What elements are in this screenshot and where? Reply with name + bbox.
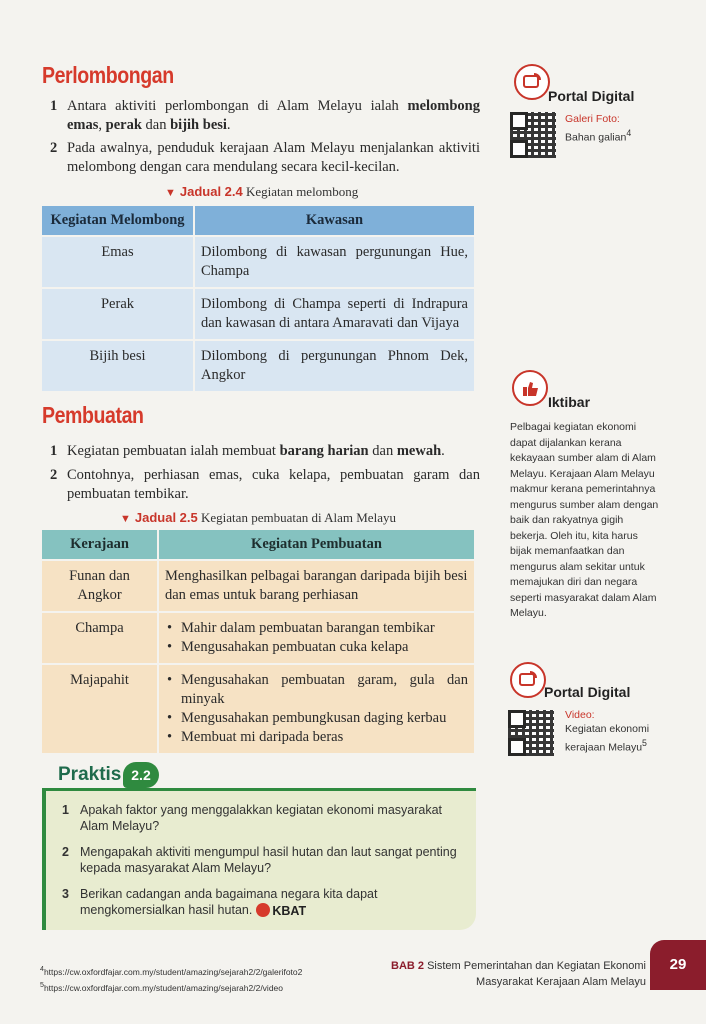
list-item: • Membuat mi daripada beras bbox=[165, 728, 468, 747]
section-heading-pembuatan: Pembuatan bbox=[42, 402, 144, 428]
praktis-badge: 2.2 bbox=[123, 762, 159, 788]
portal-digital-title: Portal Digital bbox=[544, 684, 631, 700]
table-header: Kegiatan Melombong bbox=[42, 206, 194, 236]
footnote[interactable]: $^4$https://cw.oxfordfajar.com.my/student/amazing/sejarah2/2/galerifoto2 bbox=[40, 965, 303, 977]
table-row: Emas Dilombong di kawasan pergunungan Hue, Champa bbox=[42, 236, 475, 288]
portal-digital-desc: Galeri Foto: Bahan galian$^4$ bbox=[565, 113, 632, 144]
triangle-down-icon: ▼ bbox=[120, 513, 131, 525]
point-number: 1 bbox=[50, 98, 58, 114]
portal-digital-icon bbox=[514, 64, 550, 100]
chapter-label: BAB 2 Sistem Pemerintahan dan Kegiatan Ekonomi Masyarakat Kerajaan Alam Melayu bbox=[391, 960, 646, 988]
table-row: Champa • Mahir dalam pembuatan barangan tembikar • Mengusahakan pembuatan cuka kelapa bbox=[42, 612, 475, 664]
footnote[interactable]: $^5$https://cw.oxfordfajar.com.my/student/amazing/sejarah2/2/video bbox=[40, 980, 284, 993]
thumbs-up-icon bbox=[512, 370, 548, 406]
iktibar-title: Iktibar bbox=[548, 394, 591, 410]
table-row: Bijih besi Dilombong di pergunungan Phnom Dek, Angkor bbox=[42, 340, 475, 391]
list-item: • Mahir dalam pembuatan barangan tembikar bbox=[165, 619, 468, 638]
portal-digital-desc: Video: Kegiatan ekonomi kerajaan Melayu$^5$ bbox=[565, 709, 650, 754]
point-text: Pada awalnya, penduduk kerajaan Alam Melayu menjalankan aktiviti melombong dengan cara mendulang secara kecil-kecilan. bbox=[67, 140, 480, 175]
iktibar-text: Pelbagai kegiatan ekonomi dapat dijalankan kerana kekayaan sumber alam di Alam Melayu. Kerajaan Alam Melayu makmur kerana pemerintahnya mengurus sumber alam dengan baik dan rakyatnya gigih bekerja. Oleh itu, kita harus bijak memanfaatkan dan mengurus alam sekitar untuk memajukan diri dan negara seperti masyarakat dalam Alam Melayu. bbox=[510, 421, 659, 619]
list-item: • Mengusahakan pembuatan garam, gula dan minyak bbox=[165, 671, 468, 709]
kbat-icon bbox=[256, 903, 270, 917]
table-row: Majapahit • Mengusahakan pembuatan garam, gula dan minyak • Mengusahakan pembungkusan daging kerbau • Membuat mi daripada beras bbox=[42, 664, 475, 753]
table-header: Kawasan bbox=[194, 206, 475, 236]
question-item: 3 Berikan cadangan anda bagaimana negara kita dapat mengkomersialkan hasil hutan. KBAT bbox=[62, 887, 378, 918]
point-text: Kegiatan pembuatan ialah membuat barang harian dan mewah. bbox=[67, 443, 445, 459]
table-caption: ▼ Jadual 2.4 Kegiatan melombong bbox=[165, 184, 359, 199]
qr-code[interactable] bbox=[510, 112, 556, 158]
qr-code[interactable] bbox=[508, 710, 554, 756]
point-number: 1 bbox=[50, 443, 58, 459]
triangle-down-icon: ▼ bbox=[165, 187, 176, 199]
praktis-title: Praktis bbox=[58, 764, 122, 785]
table-row: Funan dan Angkor Menghasilkan pelbagai barangan daripada bijih besi dan emas untuk barang perhiasan bbox=[42, 560, 475, 612]
section-heading-perlombongan: Perlombongan bbox=[42, 62, 174, 88]
point-text: Contohnya, perhiasan emas, cuka kelapa, pembuatan garam dan pembuatan tembikar. bbox=[67, 467, 480, 502]
question-item: 1 Apakah faktor yang menggalakkan kegiatan ekonomi masyarakat Alam Melayu? bbox=[62, 803, 443, 833]
paragraph-point bbox=[50, 466, 480, 504]
question-item: 2 Mengapakah aktiviti mengumpul hasil hutan dan laut sangat penting kepada masyarakat Alam Melayu? bbox=[62, 845, 457, 875]
portal-digital-title: Portal Digital bbox=[548, 88, 635, 104]
point-text: Antara aktiviti perlombongan di Alam Melayu ialah melombong emas, perak dan bijih besi. bbox=[67, 98, 480, 133]
paragraph-point bbox=[50, 139, 480, 177]
paragraph-point bbox=[50, 97, 480, 135]
list-item: • Mengusahakan pembungkusan daging kerbau bbox=[165, 709, 468, 728]
paragraph-point bbox=[50, 442, 480, 461]
footnotes bbox=[40, 963, 302, 995]
kbat-badge: KBAT bbox=[256, 903, 306, 919]
table-header: Kerajaan bbox=[42, 530, 158, 560]
table-header: Kegiatan Pembuatan bbox=[158, 530, 475, 560]
page-number: 29 bbox=[650, 940, 706, 990]
point-number: 2 bbox=[50, 467, 58, 483]
table-caption: ▼ Jadual 2.5 Kegiatan pembuatan di Alam Melayu bbox=[120, 510, 396, 525]
list-item: • Mengusahakan pembuatan cuka kelapa bbox=[165, 638, 468, 657]
table-kegiatan-pembuatan bbox=[42, 530, 476, 753]
point-number: 2 bbox=[50, 140, 58, 156]
table-kegiatan-melombong bbox=[42, 206, 476, 391]
table-row: Perak Dilombong di Champa seperti di Indrapura dan kawasan di antara Amaravati dan Vijaya bbox=[42, 288, 475, 340]
portal-digital-icon bbox=[510, 662, 546, 698]
